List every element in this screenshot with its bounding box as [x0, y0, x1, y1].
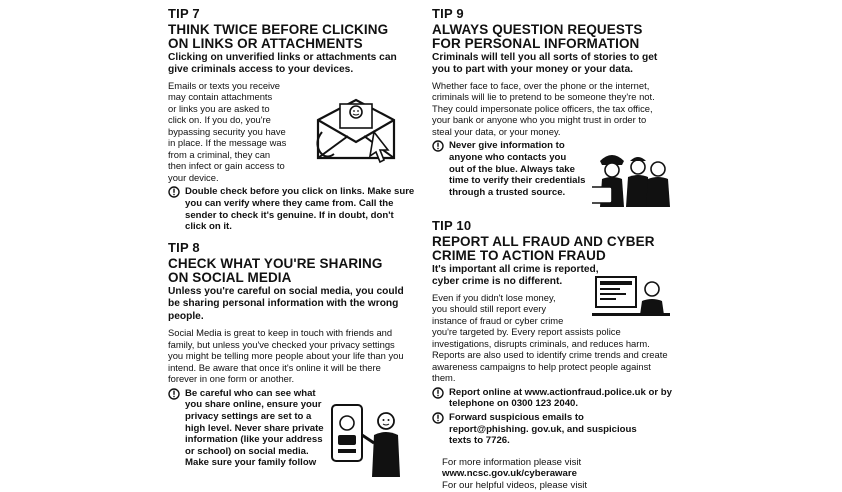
- tip-7-note: [168, 186, 416, 232]
- tip-7-body-line: then infect or gain access to: [168, 160, 285, 172]
- tip-10-body-line: instance of fraud or cyber crime: [432, 314, 564, 326]
- tip-8-note: [168, 388, 338, 469]
- tip-7-heading-line-2: ON LINKS OR ATTACHMENTS: [168, 36, 363, 51]
- tip-9-lead: Criminals will tell you all sorts of stories to get you to part with your money or your data.: [432, 52, 658, 76]
- tip-9-heading-line-2: FOR PERSONAL INFORMATION: [432, 36, 640, 51]
- tip-8-section: [168, 241, 418, 469]
- tip-8-note-line: or school) on social media.: [185, 445, 309, 457]
- tip-7-body-line: your device.: [168, 171, 219, 183]
- tip-10-body-line: you're targeted by. Every report assists police investigations, disrupts criminals, and reduces harm. Reports are also used to identify crime trends and create awareness campaigns to help protect people against them.: [432, 326, 668, 384]
- tip-7-section: [168, 7, 418, 233]
- tip-9-section: [432, 7, 672, 198]
- tip-9-note-line: through a trusted source.: [449, 186, 566, 198]
- tip-9-number: TIP 9: [432, 6, 464, 21]
- alert-circle-icon: [432, 140, 446, 152]
- footer-link-ncsc[interactable]: www.ncsc.gov.uk/cyberaware: [442, 468, 577, 480]
- tip-7-heading-line-1: THINK TWICE BEFORE CLICKING: [168, 22, 389, 37]
- footer-line-1: For more information please visit: [442, 456, 582, 468]
- tip-7-body: [168, 80, 303, 184]
- tip-9-note-line: out of the blue. Always take: [449, 163, 575, 175]
- email-envelope-icon: [308, 92, 404, 164]
- tip-8-note-line: privacy settings are set to a: [185, 410, 312, 422]
- tip-8-heading-line-1: CHECK WHAT YOU'RE SHARING: [168, 256, 383, 271]
- tip-9-body: Whether face to face, over the phone or the internet, criminals will lie to pretend to be someone they're not. They could impersonate police officers, the tax office, your bank or anyone who you might trust in order to steal your data, or your money.: [432, 79, 655, 137]
- tip-9-heading-line-1: ALWAYS QUESTION REQUESTS: [432, 22, 643, 37]
- alert-circle-icon: [168, 186, 182, 198]
- tip-7-body-line: or links you are asked to: [168, 102, 270, 114]
- tip-9-note: [432, 140, 592, 198]
- impersonators-icon: [592, 147, 672, 207]
- tip-8-heading: [168, 257, 418, 285]
- tip-8-lead: Unless you're careful on social media, you could be sharing personal information with the wrong people.: [168, 286, 404, 322]
- tip-9-heading: [432, 23, 672, 51]
- tip-10-note-forward: [432, 412, 657, 447]
- tip-9-note-line: anyone who contacts you: [449, 151, 567, 163]
- tip-8-heading-line-2: ON SOCIAL MEDIA: [168, 270, 292, 285]
- tip-8-note-line: you share online, ensure your: [185, 399, 322, 411]
- tip-10-section: [432, 219, 672, 492]
- tip-9-note-line: time to verify their credentials: [449, 175, 586, 187]
- tip-10-heading-line-1: REPORT ALL FRAUD AND CYBER: [432, 234, 655, 249]
- tip-10-heading: [432, 235, 672, 263]
- alert-circle-icon: [432, 412, 446, 424]
- tip-9-note-line: Never give information to: [449, 140, 565, 152]
- tip-10-note-report-text: Report online at www.actionfraud.police.uk or by telephone on 0300 123 2040.: [449, 386, 672, 410]
- tip-7-body-line: bypassing security you have: [168, 125, 286, 137]
- tip-7-number: TIP 7: [168, 6, 200, 21]
- tip-7-body-line: may contain attachments: [168, 91, 273, 103]
- phone-person-icon: [328, 399, 408, 479]
- tip-8-note-line: high level. Never share private: [185, 422, 324, 434]
- tip-7-body-line: Emails or texts you receive: [168, 79, 281, 91]
- tip-10-heading-line-2: CRIME TO ACTION FRAUD: [432, 248, 606, 263]
- tip-7-lead: Clicking on unverified links or attachments can give criminals access to your devices.: [168, 52, 397, 76]
- tip-9-note-text: [449, 140, 586, 198]
- tip-10-note-report: [432, 387, 672, 410]
- tip-10-body-line: you should still report every: [432, 303, 547, 315]
- tip-7-note-text: Double check before you click on links. Make sure you can verify where they came from. Call the sender to check it's genuine. If in doubt, don't click on it.: [185, 186, 415, 233]
- tip-10-lead-line: cyber crime is no different.: [432, 276, 563, 288]
- alert-circle-icon: [432, 387, 446, 399]
- tip-10-note-forward-text: Forward suspicious emails to report@phishing. gov.uk, and suspicious texts to 7726.: [449, 412, 637, 447]
- tip-10-number: TIP 10: [432, 218, 472, 233]
- tip-7-body-line: click on. If you do, you're: [168, 114, 271, 126]
- tip-10-body-line: Even if you didn't lose money,: [432, 291, 556, 303]
- tip-7-body-line: from a criminal, they can: [168, 148, 271, 160]
- tip-8-number: TIP 8: [168, 240, 200, 255]
- tip-8-note-line: Be careful who can see what: [185, 387, 316, 399]
- computer-reporting-icon: [592, 275, 672, 325]
- tip-10-lead-line: It's important all crime is reported,: [432, 264, 599, 275]
- tip-10-footer: [442, 457, 672, 492]
- footer-line-3: For our helpful videos, please visit: [442, 479, 588, 491]
- tip-8-note-line: Make sure your family follow: [185, 457, 317, 469]
- tip-7-body-line: in place. If the message was: [168, 137, 287, 149]
- tip-8-note-line: information (like your address: [185, 434, 323, 446]
- tip-8-body: Social Media is great to keep in touch with friends and family, but unless you've checked your privacy settings you might be telling more people about your life than you intend. Be aware that once it's online it will be there forever in one form or another.: [168, 327, 404, 385]
- tip-7-heading: [168, 23, 418, 51]
- tip-8-note-text: [185, 388, 324, 469]
- alert-circle-icon: [168, 388, 182, 400]
